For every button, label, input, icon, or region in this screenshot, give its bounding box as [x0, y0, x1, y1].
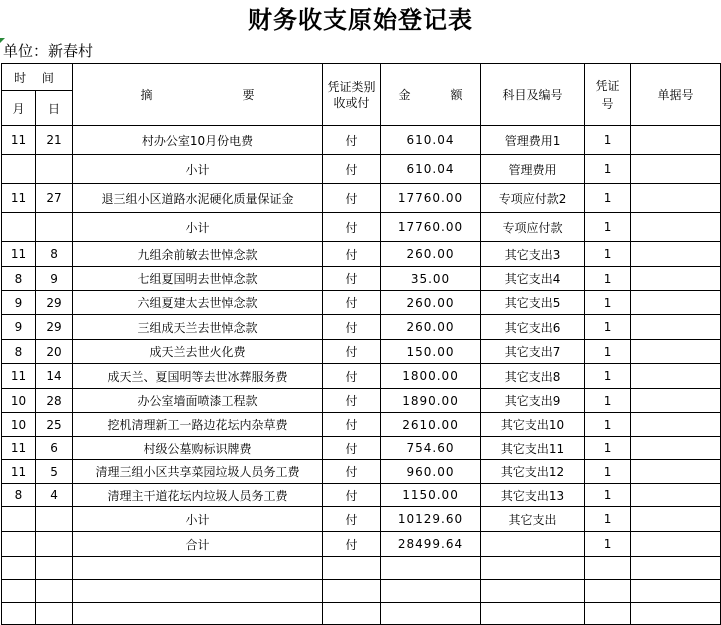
cell-voucher-no: 1: [585, 460, 631, 484]
cell-amount: 35.00: [381, 267, 481, 291]
cell-doc-no: [631, 213, 721, 242]
cell-subject: 其它支出4: [481, 267, 585, 291]
cell-amount: 260.00: [381, 242, 481, 267]
header-subject: 科目及编号: [481, 64, 585, 126]
cell-description: 挖机清理新工一路边花坛内杂草费: [73, 413, 323, 437]
cell-amount: [381, 580, 481, 603]
header-summary-b: 要: [242, 88, 255, 102]
cell-voucher-no: 1: [585, 184, 631, 213]
header-voucher-no-1: 凭证: [595, 78, 620, 93]
cell-doc-no: [631, 126, 721, 155]
cell-day: 27: [36, 184, 73, 213]
table-row: [2, 532, 721, 557]
cell-subject: 其它支出6: [481, 315, 585, 340]
cell-month: [2, 603, 36, 625]
cell-month: [2, 580, 36, 603]
cell-voucher-no: 1: [585, 315, 631, 340]
table-row: [2, 557, 721, 580]
cell-voucher-no: [585, 603, 631, 625]
cell-description: 小计: [73, 155, 323, 184]
cell-amount: 1800.00: [381, 364, 481, 389]
cell-voucher-type: 付: [323, 364, 381, 389]
table-row: [2, 213, 721, 242]
cell-day: 4: [36, 484, 73, 507]
cell-month: 11: [2, 126, 36, 155]
cell-subject: 管理费用: [481, 155, 585, 184]
cell-voucher-type: 付: [323, 242, 381, 267]
cell-day: [36, 603, 73, 625]
cell-voucher-no: [585, 557, 631, 580]
cell-voucher-type: 付: [323, 291, 381, 315]
table-row: [2, 291, 721, 315]
header-row-1: [2, 64, 721, 91]
cell-month: 9: [2, 315, 36, 340]
cell-month: 8: [2, 340, 36, 364]
cell-doc-no: [631, 413, 721, 437]
cell-month: 11: [2, 437, 36, 460]
cell-description: [73, 603, 323, 625]
cell-voucher-type: 付: [323, 437, 381, 460]
cell-voucher-type: 付: [323, 484, 381, 507]
cell-voucher-type: 付: [323, 213, 381, 242]
table-row: [2, 507, 721, 532]
cell-voucher-type: 付: [323, 460, 381, 484]
table-row: [2, 603, 721, 625]
cell-subject: 其它支出9: [481, 389, 585, 413]
cell-doc-no: [631, 532, 721, 557]
cell-month: 11: [2, 184, 36, 213]
cell-doc-no: [631, 389, 721, 413]
cell-subject: 专项应付款: [481, 213, 585, 242]
cell-day: [36, 580, 73, 603]
cell-day: 14: [36, 364, 73, 389]
cell-voucher-no: 1: [585, 413, 631, 437]
unit-label: 单位：新春村: [3, 42, 94, 60]
page-title: 财务收支原始登记表: [248, 6, 473, 34]
cell-day: 8: [36, 242, 73, 267]
cell-voucher-type: 付: [323, 315, 381, 340]
cell-amount: 17760.00: [381, 184, 481, 213]
cell-day: 25: [36, 413, 73, 437]
ledger-table: [1, 63, 721, 625]
cell-description: 成天兰去世火化费: [73, 340, 323, 364]
cell-amount: 1890.00: [381, 389, 481, 413]
cell-amount: 2610.00: [381, 413, 481, 437]
cell-voucher-type: 付: [323, 532, 381, 557]
header-month: 月: [2, 91, 36, 126]
cell-voucher-type: 付: [323, 340, 381, 364]
cell-voucher-no: 1: [585, 242, 631, 267]
cell-subject: [481, 532, 585, 557]
cell-voucher-no: 1: [585, 532, 631, 557]
table-row: [2, 242, 721, 267]
cell-description: 村级公墓购标识牌费: [73, 437, 323, 460]
cell-description: 村办公室10月份电费: [73, 126, 323, 155]
cell-day: 28: [36, 389, 73, 413]
cell-description: 办公室墙面喷漆工程款: [73, 389, 323, 413]
header-amount: [381, 64, 481, 126]
cell-voucher-type: [323, 557, 381, 580]
cell-description: 六组夏建太去世悼念款: [73, 291, 323, 315]
cell-day: 29: [36, 315, 73, 340]
cell-voucher-no: 1: [585, 389, 631, 413]
cell-description: 小计: [73, 213, 323, 242]
header-voucher-no: [585, 64, 631, 126]
cell-day: [36, 532, 73, 557]
cell-voucher-no: 1: [585, 484, 631, 507]
cell-amount: 610.04: [381, 126, 481, 155]
cell-doc-no: [631, 155, 721, 184]
cell-month: 10: [2, 413, 36, 437]
header-voucher-type: [323, 64, 381, 126]
cell-doc-no: [631, 315, 721, 340]
cell-day: [36, 155, 73, 184]
table-row: [2, 389, 721, 413]
cell-description: 清理主干道花坛内垃圾人员务工费: [73, 484, 323, 507]
cell-description: [73, 580, 323, 603]
table-row: [2, 364, 721, 389]
header-amount-b: 额: [450, 88, 463, 102]
cell-month: 11: [2, 364, 36, 389]
cell-day: [36, 507, 73, 532]
cell-day: 6: [36, 437, 73, 460]
cell-amount: 28499.64: [381, 532, 481, 557]
cell-subject: 其它支出5: [481, 291, 585, 315]
cell-voucher-no: 1: [585, 340, 631, 364]
cell-doc-no: [631, 484, 721, 507]
cell-month: 8: [2, 484, 36, 507]
cell-voucher-no: 1: [585, 126, 631, 155]
header-day: 日: [36, 91, 73, 126]
cell-month: 11: [2, 460, 36, 484]
cell-doc-no: [631, 364, 721, 389]
cell-voucher-type: [323, 580, 381, 603]
cell-doc-no: [631, 437, 721, 460]
cell-voucher-type: 付: [323, 389, 381, 413]
cell-month: 10: [2, 389, 36, 413]
cell-voucher-type: 付: [323, 507, 381, 532]
cell-month: [2, 557, 36, 580]
cell-doc-no: [631, 460, 721, 484]
cell-day: 29: [36, 291, 73, 315]
table-row: [2, 437, 721, 460]
cell-doc-no: [631, 291, 721, 315]
cell-subject: [481, 603, 585, 625]
cell-subject: 其它支出12: [481, 460, 585, 484]
cell-subject: [481, 557, 585, 580]
cell-day: 21: [36, 126, 73, 155]
cell-voucher-no: 1: [585, 267, 631, 291]
header-doc-no: 单据号: [631, 64, 721, 126]
cell-subject: 其它支出7: [481, 340, 585, 364]
header-amount-a: 金: [398, 88, 411, 102]
cell-doc-no: [631, 557, 721, 580]
cell-doc-no: [631, 507, 721, 532]
header-summary: [73, 64, 323, 126]
cell-voucher-type: [323, 603, 381, 625]
cell-subject: 专项应付款2: [481, 184, 585, 213]
cell-voucher-no: 1: [585, 291, 631, 315]
cell-subject: 其它支出: [481, 507, 585, 532]
cell-amount: 17760.00: [381, 213, 481, 242]
cell-amount: 260.00: [381, 315, 481, 340]
header-voucher-no-2: 号: [601, 96, 614, 111]
cell-doc-no: [631, 603, 721, 625]
cell-month: 8: [2, 267, 36, 291]
header-voucher-type-2: 收或付: [333, 95, 370, 110]
cell-subject: [481, 580, 585, 603]
table-row: [2, 340, 721, 364]
cell-doc-no: [631, 242, 721, 267]
cell-doc-no: [631, 580, 721, 603]
cell-voucher-type: 付: [323, 184, 381, 213]
cell-day: [36, 213, 73, 242]
cell-description: 七组夏国明去世悼念款: [73, 267, 323, 291]
cell-month: 9: [2, 291, 36, 315]
cell-day: 20: [36, 340, 73, 364]
cell-month: [2, 532, 36, 557]
table-row: [2, 315, 721, 340]
cell-doc-no: [631, 184, 721, 213]
cell-amount: 610.04: [381, 155, 481, 184]
table-row: [2, 267, 721, 291]
cell-voucher-no: 1: [585, 507, 631, 532]
cell-doc-no: [631, 267, 721, 291]
table-row: [2, 126, 721, 155]
cell-description: [73, 557, 323, 580]
cell-amount: [381, 603, 481, 625]
cell-voucher-type: 付: [323, 267, 381, 291]
table-row: [2, 155, 721, 184]
cell-description: 退三组小区道路水泥硬化质量保证金: [73, 184, 323, 213]
cell-voucher-type: 付: [323, 413, 381, 437]
cell-doc-no: [631, 340, 721, 364]
cell-subject: 其它支出3: [481, 242, 585, 267]
cell-amount: 1150.00: [381, 484, 481, 507]
table-row: [2, 484, 721, 507]
cell-month: [2, 213, 36, 242]
cell-description: 三组成天兰去世悼念款: [73, 315, 323, 340]
cell-description: 九组余前敏去世悼念款: [73, 242, 323, 267]
header-voucher-type-1: 凭证类别: [327, 79, 376, 94]
cell-month: [2, 155, 36, 184]
header-summary-a: 摘: [140, 88, 153, 102]
cell-voucher-type: 付: [323, 126, 381, 155]
cell-amount: 960.00: [381, 460, 481, 484]
cell-voucher-no: [585, 580, 631, 603]
cell-month: [2, 507, 36, 532]
cell-subject: 其它支出8: [481, 364, 585, 389]
cell-day: 9: [36, 267, 73, 291]
cell-amount: [381, 557, 481, 580]
cell-amount: 10129.60: [381, 507, 481, 532]
table-row: [2, 184, 721, 213]
cell-voucher-no: 1: [585, 155, 631, 184]
cell-subject: 其它支出13: [481, 484, 585, 507]
cell-day: [36, 557, 73, 580]
table-row: [2, 460, 721, 484]
cell-amount: 754.60: [381, 437, 481, 460]
cell-description: 小计: [73, 507, 323, 532]
table-row: [2, 413, 721, 437]
cell-description: 合计: [73, 532, 323, 557]
cell-day: 5: [36, 460, 73, 484]
table-row: [2, 580, 721, 603]
cell-subject: 管理费用1: [481, 126, 585, 155]
cell-voucher-no: 1: [585, 213, 631, 242]
header-time: 时 间: [2, 64, 73, 91]
cell-subject: 其它支出10: [481, 413, 585, 437]
cell-amount: 260.00: [381, 291, 481, 315]
cell-subject: 其它支出11: [481, 437, 585, 460]
cell-amount: 150.00: [381, 340, 481, 364]
cell-description: 成天兰、夏国明等去世冰葬服务费: [73, 364, 323, 389]
cell-description: 清理三组小区共享菜园垃圾人员务工费: [73, 460, 323, 484]
cell-voucher-no: 1: [585, 364, 631, 389]
cell-voucher-type: 付: [323, 155, 381, 184]
cell-voucher-no: 1: [585, 437, 631, 460]
cell-month: 11: [2, 242, 36, 267]
